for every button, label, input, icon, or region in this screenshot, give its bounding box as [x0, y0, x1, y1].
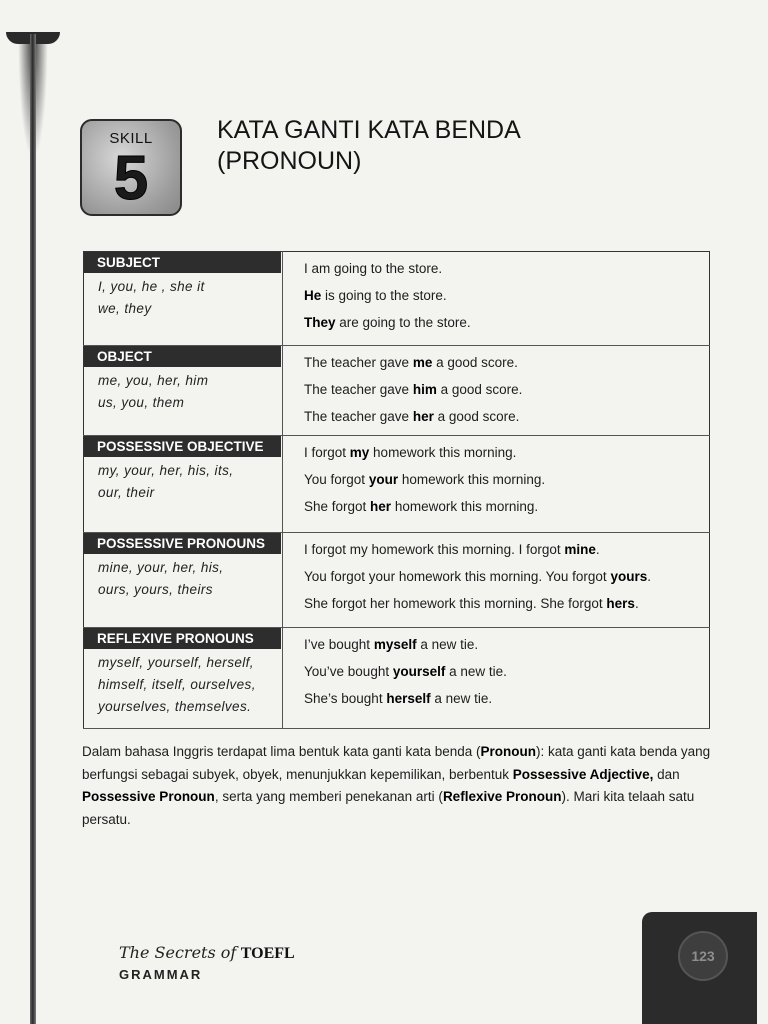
table-row: [84, 628, 710, 729]
category-header: OBJECT: [84, 346, 281, 367]
example-sentence: You forgot your homework this morning.: [304, 472, 546, 487]
category-cell: [84, 436, 283, 533]
binding-line: [30, 34, 36, 1024]
pronoun-table: [83, 251, 710, 729]
table-row: [84, 436, 710, 533]
logo-brand: TOEFL: [240, 945, 295, 962]
example-sentence: The teacher gave her a good score.: [304, 409, 520, 424]
example-sentence: You’ve bought yourself a new tie.: [304, 664, 507, 679]
example-sentence: I am going to the store.: [304, 261, 443, 276]
category-forms: [84, 554, 282, 607]
forms-line: me, you, her, him: [98, 373, 209, 388]
title-line-2: (PRONOUN): [217, 147, 362, 175]
category-forms: [84, 273, 282, 326]
examples-cell: [283, 628, 710, 729]
skill-number: 5: [113, 144, 149, 213]
category-header: REFLEXIVE PRONOUNS: [84, 628, 281, 649]
table-row: [84, 533, 710, 628]
example-sentence: They are going to the store.: [304, 315, 471, 330]
examples-cell: [283, 436, 710, 533]
logo-subtitle: GRAMMAR: [119, 967, 203, 982]
example-sentence: I forgot my homework this morning. I forgot mine.: [304, 542, 600, 557]
skill-badge: [80, 119, 182, 216]
category-forms: [84, 457, 282, 510]
example-sentence: She forgot her homework this morning. She forgot hers.: [304, 596, 639, 611]
examples-cell: [283, 346, 710, 436]
page-title: [217, 115, 637, 177]
page-number: 123: [678, 931, 728, 981]
example-sentence: He is going to the store.: [304, 288, 447, 303]
example-sentence: The teacher gave him a good score.: [304, 382, 523, 397]
title-line-1: KATA GANTI KATA BENDA: [217, 116, 521, 144]
forms-line: my, your, her, his, its,: [98, 463, 234, 478]
category-cell: [84, 346, 283, 436]
forms-line: mine, your, her, his,: [98, 560, 224, 575]
table-row: [84, 346, 710, 436]
examples-cell: [283, 533, 710, 628]
forms-line: yourselves, themselves.: [98, 699, 252, 714]
forms-line: I, you, he , she it: [98, 279, 205, 294]
explanation-paragraph: Dalam bahasa Inggris terdapat lima bentuk kata ganti kata benda (Pronoun): kata ganti kata benda yang berfungsi sebagai subyek, obyek, menunjukkan kepemilikan, berbentuk Possessive Adjective, dan Possessive Pronoun, serta yang memberi penekanan arti (Reflexive Pronoun). Mari kita telaah satu persatu.: [82, 744, 711, 827]
example-sentence: I’ve bought myself a new tie.: [304, 637, 479, 652]
category-header: SUBJECT: [84, 252, 281, 273]
skill-label: SKILL: [109, 130, 153, 147]
example-sentence: She forgot her homework this morning.: [304, 499, 539, 514]
category-cell: [84, 628, 283, 729]
example-sentence: I forgot my homework this morning.: [304, 445, 517, 460]
category-forms: [84, 367, 282, 420]
category-cell: [84, 533, 283, 628]
book-logo: [119, 943, 295, 982]
forms-line: ours, yours, theirs: [98, 582, 213, 597]
examples-cell: [283, 252, 710, 346]
logo-script: The Secrets of: [119, 943, 237, 962]
forms-line: our, their: [98, 485, 155, 500]
forms-line: myself, yourself, herself,: [98, 655, 254, 670]
category-forms: [84, 649, 282, 724]
category-header: POSSESSIVE PRONOUNS: [84, 533, 281, 554]
forms-line: himself, itself, ourselves,: [98, 677, 256, 692]
example-sentence: She’s bought herself a new tie.: [304, 691, 493, 706]
table-row: [84, 252, 710, 346]
category-header: POSSESSIVE OBJECTIVE: [84, 436, 281, 457]
forms-line: us, you, them: [98, 395, 185, 410]
example-sentence: You forgot your homework this morning. You forgot yours.: [304, 569, 651, 584]
category-cell: [84, 252, 283, 346]
example-sentence: The teacher gave me a good score.: [304, 355, 518, 370]
forms-line: we, they: [98, 301, 152, 316]
